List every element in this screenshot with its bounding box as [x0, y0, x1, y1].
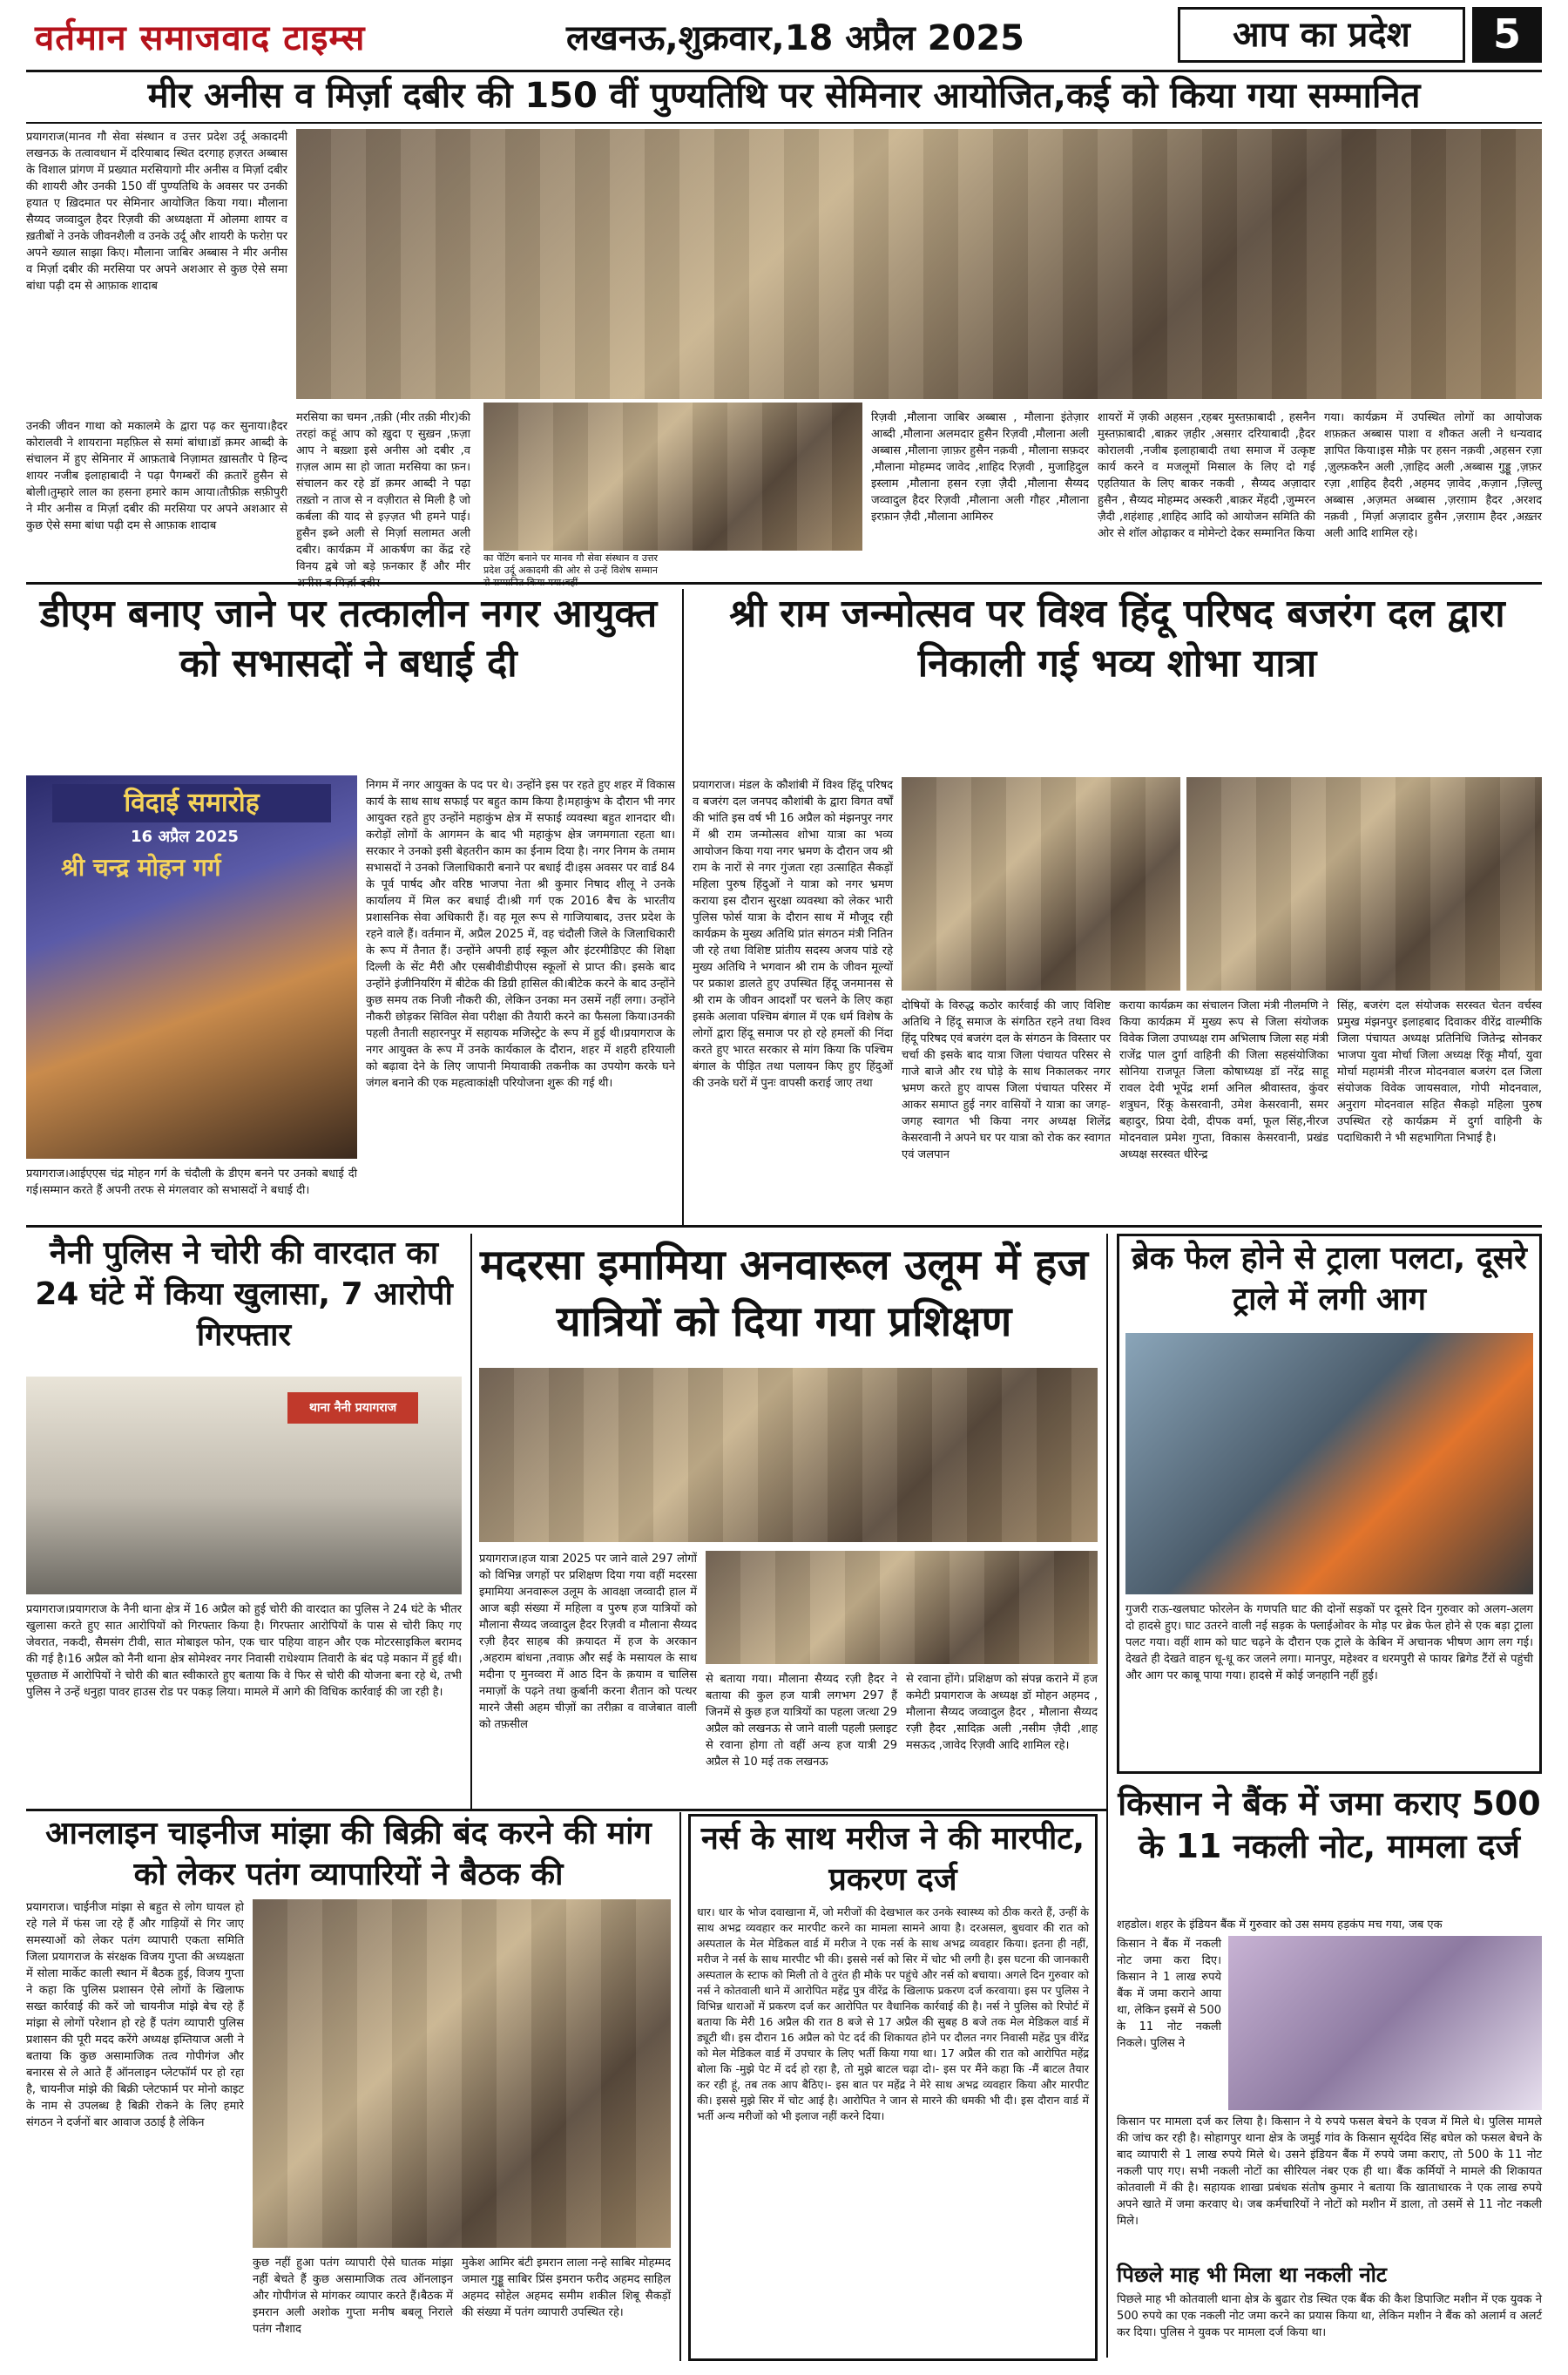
- divider: [1106, 1234, 1108, 2358]
- photo-banner: विदाई समारोह: [52, 784, 331, 822]
- story7-body: किसान पर मामला दर्ज कर लिया है। किसान ने ये रुपये फसल बेचने के एवज में मिले थे। पुलिस मामले की जांच कर रही है। सोहागपुर थाना क्षेत्र के जमुई गांव के किसान सूर्यदेव सिंह बघेल को फसल बेचने के बाद व्यापारी से 1 लाख रुपये मिले थे। उसने इंडियन बैंक में रुपये जमा कराए, तो 500 के 11 नोट नकली पाए गए। सभी नकली नोटों का सीरियल नंबर एक ही था। बैंक कर्मियों ने मामले की शिकायत कोतवाली में की है। सहायक शाखा प्रबंधक संतोष कुमार ने बताया कि खाताधारक ने एक लाख रुपये अपने खाते में जमा करवाए थे। जब कर्मचारियों ने नोटों को मशीन में डाला, तो उसमें से 11 नोट नकली मिले।: [1117, 2115, 1542, 2228]
- story3-photo-2: [1186, 777, 1542, 991]
- story1-col4: का पेंटिंग बनाने पर मानव गौ सेवा संस्थान व उत्तर प्रदेश उर्दू अकादमी की ओर से उन्हें विशेष सम्मान: [483, 552, 658, 576]
- photo-name: श्री चन्द्र मोहन गर्ग: [61, 853, 221, 882]
- dateline: लखनऊ,शुक्रवार,18 अप्रैल 2025: [566, 18, 1024, 58]
- story9-body: धार। धार के भोज दवाखाना में, जो मरीजों की देखभाल कर उनके स्वास्थ्य को ठीक करते हैं, उन्हीं के साथ अभद्र व्यवहार कर मारपीट करने का मामला सामने आया है। दरअसल, बुधवार की रात को अस्पताल के मेल मेडिकल वार्ड में मरीज ने एक नर्स के साथ अभद्र व्यवहार किया। इतना ही नहीं, मरीज ने नर्स के साथ मारपीट भी की। इससे नर्स को सिर में चोट भी लगी है। इस घटना की जानकारी अस्पताल के स्टाफ को मिली तो वे तुरंत ही मौके पर पहुंचे और नर्स को बचाया। अगले दिन गुरुवार को नर्स ने कोतवाली थाने में आरोपित महेंद्र पुत्र वीरेंद्र के खिलाफ प्रकरण दर्ज करवाया। इस पर पुलिस ने विभिन्न धाराओं में प्रकरण दर्ज कर आरोपित पर वैधानिक कार्रवाई की है। नर्स ने पुलिस को रिपोर्ट में बताया कि मेरी 16 अप्रैल की रात 8 बजे से 17 अप्रैल की सुबह 8 बजे तक मेल मेडिकल वार्ड में ड्यूटी थी। इस दौरान 16 अप्रैल को पेट दर्द की शिकायत होने पर दौलत नगर निवासी महेंद्र पुत्र वीरेंद्र को मेल मेडिकल वार्ड में उपचार के लिए भर्ती किया गया था। 17 अप्रैल की रात को आरोपित महेंद्र बोला कि -मुझे पेट में दर्द हो रहा है, तो मुझे बाटल चढ़ा दो।- इस पर मैंने कहा कि -मैं बाटल तैयार कर रही हूं, तब तक आप बैठिए।- इस बात पर महेंद्र ने मेरे साथ अभद्र व्यवहार किया और मारपीट की। इससे मुझे सिर में चोट आई है। आरोपित ने जान से मारने की धमकी भी दी। इस दौरान वार्ड में भर्ती अन्य मरीजों को भी इलाज नहीं करने दिया।: [697, 1905, 1089, 2122]
- story2-col1: निगम में नगर आयुक्त के पद पर थे। उन्होंने इस पर रहते हुए शहर में विकास कार्य के साथ साथ सफाई पर बहुत काम किया है।महाकुंभ के दौरान भी नगर आयुक्त रहते हुए उन्होंने महाकुंभ क्षेत्र में सफाई व्यवस्था बहुत शानदार थी। करोड़ों लोगों के आगमन के बाद भी महाकुंभ क्षेत्र जगमगाता रहता था। सरकार ने उनको इसी बेहतरीन काम का ईनाम दिया है। नगर निगम के तमाम सभासदों ने उनको जिलाधिकारी बनाने पर बधाई दी।इस अवसर पर वार्ड 84 के पूर्व पार्षद और वरिष्ठ भाजपा नेता श्री कुमार निषाद शीलू ने उनके कार्यालय में मिल कर बधाई दी।श्री गर्ग एक 2016 बैच के भारतीय प्रशासनिक सेवा अधिकारी हैं। वह मूल रूप से गाजियाबाद, उत्तर प्रदेश के रहने वाले हैं। वर्तमान में, अप्रैल 2025 में, वह चंदौली जिले के जिलाधिकारी के रूप में तैनात हैं। उन्होंने अपनी हाई स्कूल और इंटरमीडिएट की शिक्षा दिल्ली के सेंट मैरी और एसबीवीडीपीएस स्कूलों से प्राप्त की। इसके बाद उन्होंने इंजीनियरिंग में बीटेक की डिग्री हासिल की।बीटेक करने के बाद उन्होंने कुछ समय तक निजी नौकरी की, लेकिन उनका मन उसमें नहीं लगा। उन्होंने नौकरी छोड़कर सिविल सेवा परीक्षा की तैयारी करने का फैसला किया।उनकी पहली तैनाती सहारनपुर में सहायक मजिस्ट्रेट के रूप में हुई थी।प्रयागराज के नगर आयुक्त के रूप में उनके कार्यकाल के दौरान, शहर में शहरी हरियाली को बढ़ावा देने के लिए जापानी मियावाकी तकनीक का उपयोग करके घने जंगल बनाने की एक महत्वाकांक्षी परियोजना शुरू की गई थी।: [366, 779, 675, 1090]
- story3-col2: दोषियों के विरुद्ध कठोर कार्रवाई की जाए विशिष्ट अतिथि ने हिंदू समाज के संगठित रहने तथा विश्व हिंदू परिषद एवं बजरंग दल के संगठन के विस्तार पर चर्चा की इसके बाद यात्रा जिला पंचायत परिसर से गाजे बाजे और रथ घोड़े के साथ निकालकर नगर भ्रमण करते हुए वापस जिला पंचायत परिसर में आकर समाप्त हुई नगर वासियों ने यात्रा का जगह-जगह स्वागत भी किया नगर अध्यक्ष शिलेंद्र केसरवानी ने अपने घर पर यात्रा को रोक कर स्वागत एवं जलपान: [902, 999, 1111, 1161]
- story1-col3: मरसिया का चमन ,तक़ी (मीर तक़ी मीर)की तरहां कहूं आप को ख़ुदा ए सुख़न ,फ़ज़ा आप ने बख़्शा इसे अनीस ओ दबीर ,व ग़ज़ल आम सा हो जाता मरसिया का फ़न।संचालन कर रहे डॉ क़मर आब्दी ने पढ़ा तख़्तो न ताज से न वज़ीरात से मिली है जो कर्बला की याद से इज़्ज़त भी हमने पाई।हुसैन इब्ने अली से मिर्ज़ा सलामत अली दबीर। कार्यक्रम में आकर्षण का केंद्र रहे विनय द्वबे जो बड़े फ़नकार हैं और मीर: [296, 411, 470, 573]
- story1-photo-2: [483, 403, 862, 551]
- story1-col7: गया। कार्यक्रम में उपस्थित लोगों का आयोजक शफ़क़त अब्बास पाशा व शौकत अली ने धन्यवाद ज्ञापित किया।इस मौक़े पर हसन नक़वी ,अहसन रज़ा ,ज़ुल्फ़करैन अली ,ज़ाहिद अली ,अब्बास गुड्डू ,ज़फ़र रज़ा ,शाहिद हैदरी ,अहमद ज़ावेद ,कज़ान ,ज़िल्लु अब्बास ,अज़मत अब्बास ,ज़रग़ाम हैदर ,अरशद नक़वी , मिर्ज़ा अज़ादार हुसैन ,ज़रग़ाम हैदर ,अख़्तर अली आदि शामिल रहे।: [1324, 411, 1542, 540]
- story7-side: किसान ने बैंक में नकली नोट जमा करा दिए। किसान ने 1 लाख रुपये बैंक में जमा कराने आया था, लेकिन इसमें से 500 के 11 नोट नकली निकले। पुलिस ने: [1117, 1938, 1221, 2050]
- story3-col3: कराया कार्यक्रम का संचालन जिला मंत्री नीलमणि ने किया कार्यक्रम में मुख्य रूप से जिला संयोजक विवेक जिला उपाध्यक्ष राम अभिलाष जिला सह मंत्री राजेंद्र पाल दुर्गा वाहिनी की जिला सहसंयोजिका सोनिया राजपूत जिला कोषाध्यक्ष डॉ नरेंद्र साहू रावल देवी भूपेंद्र शर्मा अनिल श्रीवास्तव, कुंवर शत्रुघन, रिंकू केसरवानी, उमेश केसरवानी, समर बहादुर, प्रिया देवी, दीपक वर्मा, फूल सिंह,नीरज मोदनवाल प्रमेश गुप्ता, विकास केसरवानी, प्रखंड अध्यक्ष सरस्वत धीरेन्द्र: [1119, 999, 1328, 1161]
- story1-col2: उनकी जीवन गाथा को मकालमे के द्वारा पढ़ कर सुनाया।हैदर कोरालवी ने शायराना महफ़िल से समां बांधा।डॉ क़मर आब्दी के संचालन में हुए सेमिनार में आफ़ताबे निज़ामत ख़ासतौर पे हिन्द शायर नजीब इलाहाबादी ने पढ़ा पैगम्बरों की क़तारें हुसैन से बोली।तुम्हारे लाल का हसना हमारे काम आया।तौफ़ीक़ सफ़ीपुरी ने मीर अनीस व मिर्ज़ा दबीर की मरसिया पर अपने अशआर से कुछ ऐसे समा बांधा पढ़ी दम से आफ़ाक शादाब: [26, 420, 287, 532]
- newspaper-logo: वर्तमान समाजवाद टाइम्स: [35, 17, 366, 58]
- story3-headline: श्री राम जन्मोत्सव पर विश्व हिंदू परिषद बजरंग दल द्वारा निकाली गई भव्य शोभा यात्रा: [729, 592, 1505, 687]
- currency-note-photo: [1228, 1936, 1542, 2110]
- masthead-rule: [26, 70, 1542, 72]
- divider: [26, 1809, 1106, 1811]
- story4-body: प्रयागराज।प्रयागराज के नैनी थाना क्षेत्र में 16 अप्रैल को हुई चोरी की वारदात का पुलिस ने 24 घंटे के भीतर खुलासा करते हुए सात आरोपियों को गिरफ्तार किया है। गिरफ्तार आरोपियों के पास से चोरी किए गए जेवरात, नकदी, सैमसंग टीवी, सात मोबाइल फोन, एक चार पहिया वाहन और एक मोटरसाइकिल बरामद की गई है।16 अप्रैल को नैनी थाना क्षेत्र सोमेश्वर नगर निवासी राधेश्याम तिवारी के बंद पड़े मकान में हुई थी। पूछताछ में आरोपियों ने चोरी की बात स्वीकारते हुए बताया कि वे फिर से चोरी की योजना बना रहे थे, तभी पुलिस ने उन्हें धनुहा पावर हाउस रोड पर पकड़ लिया। मामले में आगे की विधिक कार्रवाई की जा रही है।: [26, 1603, 462, 1699]
- story8-headline: आनलाइन चाइनीज मांझा की बिक्री बंद करने की मांग को लेकर पतंग व्यापारियों ने बैठक की: [45, 1816, 652, 1892]
- story2-headline: डीएम बनाए जाने पर तत्कालीन नगर आयुक्त को सभासदों ने बधाई दी: [39, 592, 658, 687]
- divider: [26, 1225, 1542, 1228]
- story1-col6: शायरों में ज़की अहसन ,रहबर मुस्तफ़ाबादी , हसनैन मुस्तफ़ाबादी ,बाक़र ज़हीर ,असग़र दरियाबादी ,हैदर कोरालवी ,नजीब इलाहाबादी तथा समाज में उत्कृष्ट कार्य करने व मजलूमों मिसाल के लिए दो गई एहतियात के लिए बाकर नकवी , सैय्यद अज़ादार हुसैन , सैय्यद मोहम्मद अस्करी ,बाक़र मेंहदी ,जुम्मरन ज़ैदी ,शहंशाह ,शाहिद आदि को आयोजन समिति की ओर से शॉल ओढ़ाकर व मोमेन्टो देकर सम्मानित किया: [1098, 411, 1315, 540]
- story5-headline: मदरसा इमामिया अनवारूल उलूम में हज यात्रियों को दिया गया प्रशिक्षण: [479, 1241, 1088, 1346]
- divider: [682, 589, 684, 1225]
- photo-date: 16 अप्रैल 2025: [131, 828, 239, 846]
- story3-col1: प्रयागराज। मंडल के कौशांबी में विश्व हिंदू परिषद व बजरंग दल जनपद कौशांबी के द्वारा विगत वर्षों की भांति इस वर्ष भी 16 अप्रैल को मंझनपुर नगर में श्री राम जन्मोत्सव शोभा यात्रा का भव्य आयोजन किया गया नगर भ्रमण के दौरान जय श्री राम के नारों से नगर गुंजता रहा उत्साहित सैकड़ों महिला पुरुष हिंदुओं ने यात्रा को नगर भ्रमण कराया इस दौरान सुरक्षा व्यवस्था को लेकर भारी पुलिस फोर्स यात्रा के दौरान साथ में मौजूद रही कार्यक्रम के मुख्य अतिथि प्रांत संगठन मंत्री नितिन जी रहे तथा विशिष्ट प्रांतीय सदस्य अजय पांडे रहे मुख्य अतिथि ने भगवान श्री राम के जीवन मूल्यों पर प्रकाश डालते हुए उपस्थित हिंदू जनमानस से श्री राम के जीवन आदर्शों पर चलने के लिए कहा इसके अलावा पश्चिम बंगाल में एक धर्म विशेष के लोगों द्वारा हिंदू समाज पर हो रहे हमलों की निंदा करते हुए भारत सरकार से मांग किया कि पश्चिम बंगाल के पीड़ित तथा पलायन किए हुए हिंदुओं की उनके घरों में पुनः वापसी कराई जाए तथा: [693, 779, 893, 1090]
- story8-col3: मुकेश आमिर बंटी इमरान लाला नन्हे साबिर मोहम्मद जमाल गुड्डू साबिर प्रिंस इमरान फरीद अहमद साहिल अहमद सोहेल अहमद समीम शकील शिबू सैकड़ों की संख्या में पतंग व्यापारी उपस्थित रहे।: [462, 2257, 671, 2319]
- story7-body2: पिछले माह भी कोतवाली थाना क्षेत्र के बुढार रोड स्थित एक बैंक की कैश डिपाजिट मशीन में एक युवक ने 500 रुपये का एक नकली नोट जमा करने का प्रयास किया था, लेकिन मशीन ने बैंक को अलार्म व अलर्ट कर दिया। पुलिस ने युवक पर मामला दर्ज किया था।: [1117, 2293, 1542, 2339]
- story2-caption: प्रयागराज।आईएएस चंद्र मोहन गर्ग के चंदौली के डीएम बनने पर उनको बधाई दी गई।सम्मान करते हैं अपनी तरफ से मंगलवार को सभासदों ने बधाई दी।: [26, 1167, 357, 1197]
- story6-body: गुजरी राऊ-खलघाट फोरलेन के गणपति घाट की दोनों सड़कों पर दूसरे दिन गुरुवार को अलग-अलग दो हादसे हुए। घाट उतरने वाली नई सड़क के फ्लाईओवर के मोड़ पर ब्रेक फेल होने से एक बड़ा ट्राला पलट गया। वहीं शाम को घाट चढ़ने के दौरान एक ट्राले के केबिन में अचानक भीषण आग लग गई। देखते ही देखते वाहन धू-धू कर जलने लगा। मानपुर, महेश्वर व धरमपुरी से फायर ब्रिगेड टैंरों से पहुंची और आग पर काबू पाया गया। हादसे में कोई जनहानि नहीं हुई।: [1125, 1603, 1533, 1682]
- story8-col1: प्रयागराज। चाईनीज मांझा से बहुत से लोग घायल हो रहे गले में फंस जा रहे हैं और गाड़ियों से गिर जाए समस्याओं को लेकर पतंग व्यापारी एकता समिति जिला प्रयागराज के संरक्षक विजय गुप्ता की अध्यक्षता में सोला मार्केट काली स्थान में बैठक हुई, विजय गुप्ता ने कहा कि पुलिस प्रशासन ऐसे लोगों के खिलाफ सख्त कार्रवाई की करें जो चायनीज मांझे बेच रहे हैं मांझा से लोगों परेशान हो रहे हैं पतंग व्यापारी पुलिस प्रशासन की पूरी मदद करेंगे अध्यक्ष इम्तियाज अली ने बताया कि कुछ असामाजिक तत्व गोपीगंज और बनारस से ले आते हैं ऑनलाइन प्लेटफॉर्म पर हो रहा है, चायनीज मांझे की बिक्री प्लेटफार्म पर मोनो काइट के नाम से उपलब्ध है बिक्री रोकने के लिए हमारे संगठन ने दर्जनों बार आवाज उठाई है लेकिन: [26, 1901, 244, 2129]
- story6-headline: ब्रेक फेल होने से ट्राला पलटा, दूसरे ट्राले में लगी आग: [1132, 1241, 1527, 1317]
- story3-photo-1: [902, 777, 1180, 991]
- section-title: आप का प्रदेश: [1178, 7, 1465, 63]
- story8-photo: [253, 1899, 671, 2248]
- story6-photo: [1125, 1333, 1533, 1594]
- story8-col2: कुछ नहीं हुआ पतंग व्यापारी ऐसे घातक मांझा नहीं बेचते हैं कुछ असामाजिक तत्व ऑनलाइन और गोपीगंज से मांगकर व्यापार करते हैं।बैठक में इमरान अली अशोक गुप्ता मनीष बबलू निराले पतंग नौशाद: [253, 2257, 453, 2336]
- divider: [26, 582, 1542, 585]
- story7-subhead: पिछले माह भी मिला था नकली नोट: [1117, 2263, 1387, 2287]
- divider: [679, 1812, 681, 2361]
- story1-col5: रिज़वी ,मौलाना जाबिर अब्बास , मौलाना इंतेज़ार आब्दी ,मौलाना अलमदार हुसैन रिज़वी ,मौलाना अली अब्बास ,मौलाना ज़ाफ़र हुसैन नक़वी , मौलाना सफ़दर ,मौलाना मोहम्मद जावेद ,शाहिद रिज़वी , मुजाहिदुल इस्लाम ,मौलाना हसन रज़ा ज़ैदी ,मौलाना सैय्यद जव्वादुल हैदर रिज़वी ,मौलाना अली गौहर ,मौलाना इरफ़ान ज़ैदी ,मौलाना आमिरुर: [871, 411, 1089, 524]
- story5-col3: से रवाना होंगे। प्रशिक्षण को संपन्न कराने में हज कमेटी प्रयागराज के अध्यक्ष डॉ मोहन अहमद , मौलाना सैय्यद जव्वादुल हैदर , मौलाना सैय्यद रज़ी हैदर ,सादिक़ अली ,नसीम ज़ैदी ,शाह मसऊद ,जावेद रिज़वी आदि शामिल रहे।: [906, 1673, 1098, 1752]
- story1-col1: प्रयागराज(मानव गौ सेवा संस्थान व उत्तर प्रदेश उर्दू अकादमी लखनऊ के तत्वावधान में दरियाबाद स्थित दरगाह हज़रत अब्बास के विशाल प्रांगण में प्रख्यात मरसियागो मीर अनीस व मिर्ज़ा दबीर की शायरी और उनकी 150 वीं पुण्यतिथि के अवसर पर उनकी हयात ए ख़िदमात पर सेमिनार आयोजित किया गया। मौलाना सैय्यद जव्वादुल हैदर रिज़वी की अध्यक्षता में ओलमा शायर व ख़तीबों ने उनके जीवनशैली व उनके उर्दू और शायरी के फरोग़ पर अपने ख्याल साझा किए। मौलाना जाबिर अब्बास ने मीर अनीस व मिर्ज़ा दबीर की मरसिया पर अपने अशआर से कुछ ऐसे समा बांधा पढ़ी दम से आफ़ाक शादाब: [26, 131, 287, 293]
- story4-photo: [26, 1377, 462, 1594]
- story5-col2: से बताया गया। मौलाना सैय्यद रज़ी हैदर ने बताया की कुल हज यात्री लगभग 297 हैं जिनमें से कुछ हज यात्रियों का पहला जत्था 29 अप्रैल को लखनऊ से जाने वाली पहली फ़्लाइट से रवाना होगा तो वहीं अन्य हज यात्री 29 अप्रैल से 10 मई तक लखनऊ: [706, 1673, 897, 1769]
- police-station-sign: थाना नैनी प्रयागराज: [287, 1392, 418, 1424]
- story4-headline: नैनी पुलिस ने चोरी की वारदात का 24 घंटे में किया खुलासा, 7 आरोपी गिरफ्तार: [35, 1235, 453, 1353]
- divider: [26, 122, 1542, 124]
- story1-headline: मीर अनीस व मिर्ज़ा दबीर की 150 वीं पुण्यतिथि पर सेमिनार आयोजित,कई को किया गया सम्मानित: [147, 76, 1421, 116]
- story9-headline: नर्स के साथ मरीज ने की मारपीट, प्रकरण दर्ज: [700, 1821, 1085, 1898]
- story7-intro: शहडोल। शहर के इंडियन बैंक में गुरुवार को उस समय हड़कंप मच गया, जब एक: [1117, 1918, 1443, 1932]
- story5-photo-2: [706, 1551, 1098, 1664]
- story5-photo-1: [479, 1368, 1098, 1542]
- story3-col4: सिंह, बजरंग दल संयोजक सरस्वत चेतन वर्चस्व प्रमुख मंझनपुर इलाहबाद दिवाकर वीरेंद्र वाल्मीकि जिला पंचायत अध्यक्ष प्रतिनिधि जितेन्द्र सोनकर भाजपा युवा मोर्चा जिला अध्यक्ष रिंकू मौर्या, युवा मोर्चा महामंत्री नीरज मोदनवाल बजरंग दल जिला संयोजक विवेक जायसवाल, गोपी मोदनवाल, अनुराग मोदनवाल सहित सैकड़ो महिला पुरुष उपस्थित रहे कार्यक्रम में दुर्गा वाहिनी के पदाधिकारी ने भी सहभागिता निभाई है।: [1337, 999, 1542, 1145]
- story2-photo: [26, 775, 357, 1159]
- story7-headline: किसान ने बैंक में जमा कराए 500 के 11 नकली नोट, मामला दर्ज: [1118, 1784, 1541, 1866]
- story1-main-photo: [296, 129, 1542, 399]
- story5-col1: प्रयागराज।हज यात्रा 2025 पर जाने वाले 297 लोगों को विभिन्न जगहों पर प्रशिक्षण दिया गया वहीं मदरसा इमामिया अनवारूल उलूम के आवक्षा जव्वादी हाल में आज बड़ी संख्या में महिला व पुरुष हज यात्रियों को मौलाना सैय्यद जव्वादुल हैदर रिज़वी व मौलाना सैय्यद रज़ी हैदर साहब की क़यादत में हज के अरकान ,अहराम बांधना ,तवाफ़ और सई के मसायल के साथ मदीना ए मुनव्वरा में आठ दिन के क़याम व चालिस नमाज़ों के पढ़ने तथा क़ुर्बानी करना शैतान को पत्थर मारने जैसी अहम चीज़ों का तरीक़ा व वाजेबात वाली को तफ़सील: [479, 1553, 697, 1731]
- divider: [470, 1234, 472, 1809]
- page-number: 5: [1472, 7, 1542, 63]
